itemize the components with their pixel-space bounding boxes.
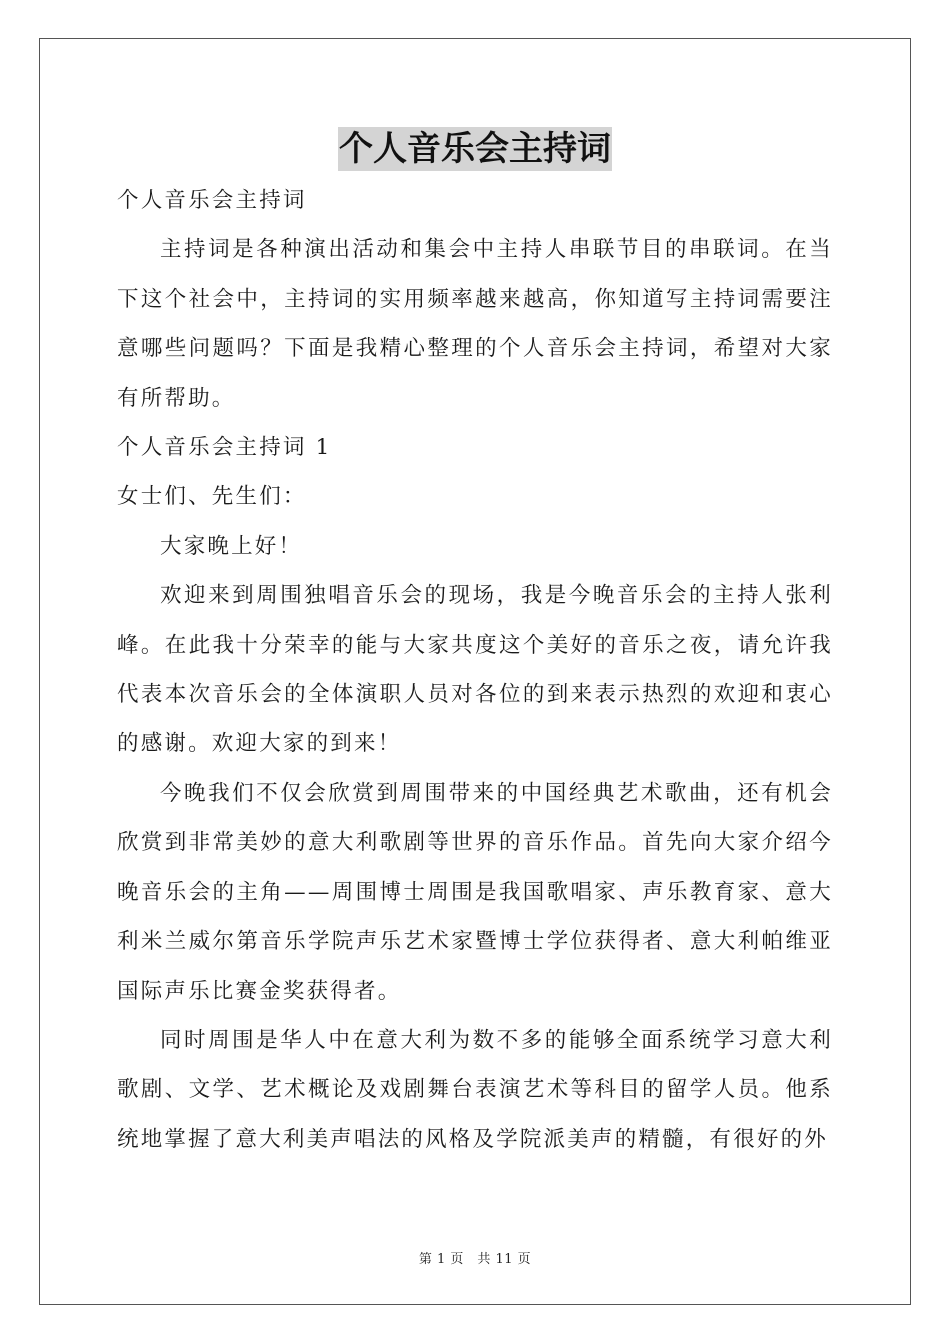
paragraph-welcome: 欢迎来到周围独唱音乐会的现场，我是今晚音乐会的主持人张利峰。在此我十分荣幸的能与大家共度这个美好的音乐之夜，请允许我代表本次音乐会的全体演职人员对各位的到来表示热烈的欢迎和衷心的感谢。欢迎大家的到来！ (117, 583, 833, 757)
page-number-footer: 第 1 页 共 11 页 (418, 1252, 532, 1267)
paragraph-subtitle: 个人音乐会主持词 (117, 188, 307, 213)
paragraph-greeting: 大家晚上好！ (160, 533, 303, 559)
paragraph-section-heading: 个人音乐会主持词 1 (117, 435, 332, 461)
document-body (117, 176, 833, 1164)
paragraph-salutation: 女士们、先生们： (117, 484, 307, 510)
title-container (0, 127, 950, 171)
paragraph-intro: 主持词是各种演出活动和集会中主持人串联节目的串联词。在当下这个社会中，主持词的实用频率越来越高，你知道写主持词需要注意哪些问题吗？下面是我精心整理的个人音乐会主持词，希望对大家有所帮助。 (117, 237, 833, 411)
paragraph-background: 同时周围是华人中在意大利为数不多的能够全面系统学习意大利歌剧、文学、艺术概论及戏剧舞台表演艺术等科目的留学人员。他系统地掌握了意大利美声唱法的风格及学院派美声的精髓，有很好的外 (117, 1027, 833, 1152)
document-title: 个人音乐会主持词 (339, 129, 611, 169)
paragraph-introduction: 今晚我们不仅会欣赏到周围带来的中国经典艺术歌曲，还有机会欣赏到非常美妙的意大利歌剧等世界的音乐作品。首先向大家介绍今晚音乐会的主角——周围博士周围是我国歌唱家、声乐教育家、意大利米兰威尔第音乐学院声乐艺术家暨博士学位获得者、意大利帕维亚国际声乐比赛金奖获得者。 (117, 780, 833, 1004)
